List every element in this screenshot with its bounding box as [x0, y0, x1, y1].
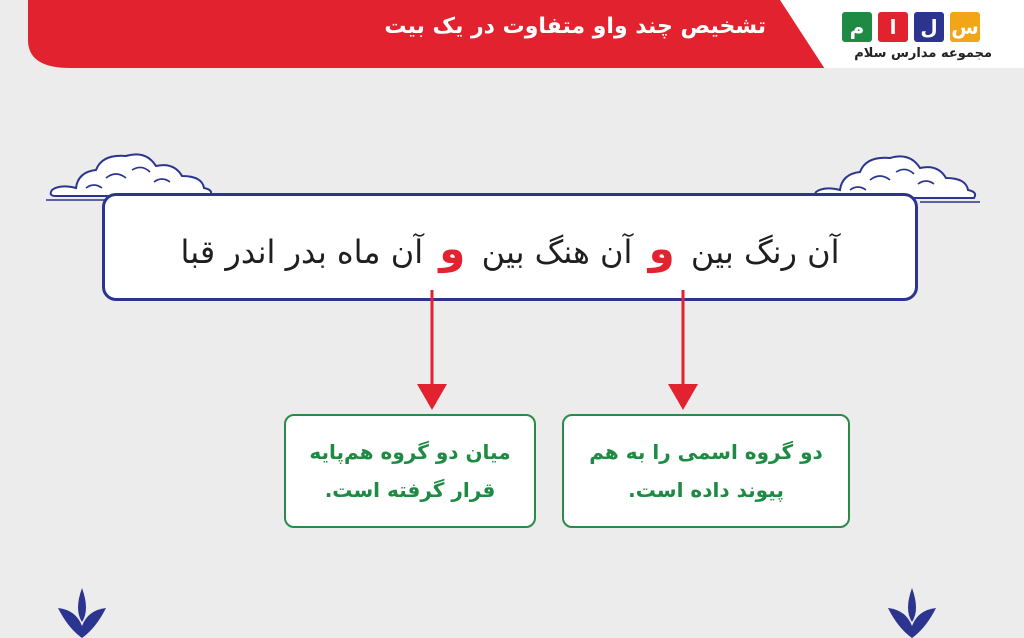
- note-right-line2: پیوند داده است.: [628, 478, 784, 502]
- note-right-line1: دو گروه اسمی را به هم: [589, 440, 823, 464]
- verse-part-3: آن ماه بدر اندر قبا: [180, 233, 424, 271]
- logo-caption: مجموعه مدارس سلام: [854, 46, 992, 61]
- logo-tile-alef: ا: [878, 12, 908, 42]
- vav-second: و: [439, 224, 466, 273]
- vav-first: و: [648, 224, 675, 273]
- note-left-line1: میان دو گروه هم‌پایه: [309, 440, 511, 464]
- leaf-sprout-icon: [54, 582, 110, 638]
- leaf-sprout-icon: [884, 582, 940, 638]
- note-left-line2: قرار گرفته است.: [324, 478, 496, 502]
- arrow-right: [668, 290, 698, 410]
- note-right: [562, 414, 850, 528]
- logo-tile-mim: م: [842, 12, 872, 42]
- verse-part-2: آن هنگ بین: [481, 233, 633, 271]
- logo-tile-sin: س: [950, 12, 980, 42]
- note-left: [284, 414, 536, 528]
- arrow-left: [417, 290, 447, 410]
- logo-tile-lam: ل: [914, 12, 944, 42]
- verse-part-1: آن رنگ بین: [690, 233, 840, 271]
- page-title: تشخیص چند واو متفاوت در یک بیت: [384, 14, 766, 39]
